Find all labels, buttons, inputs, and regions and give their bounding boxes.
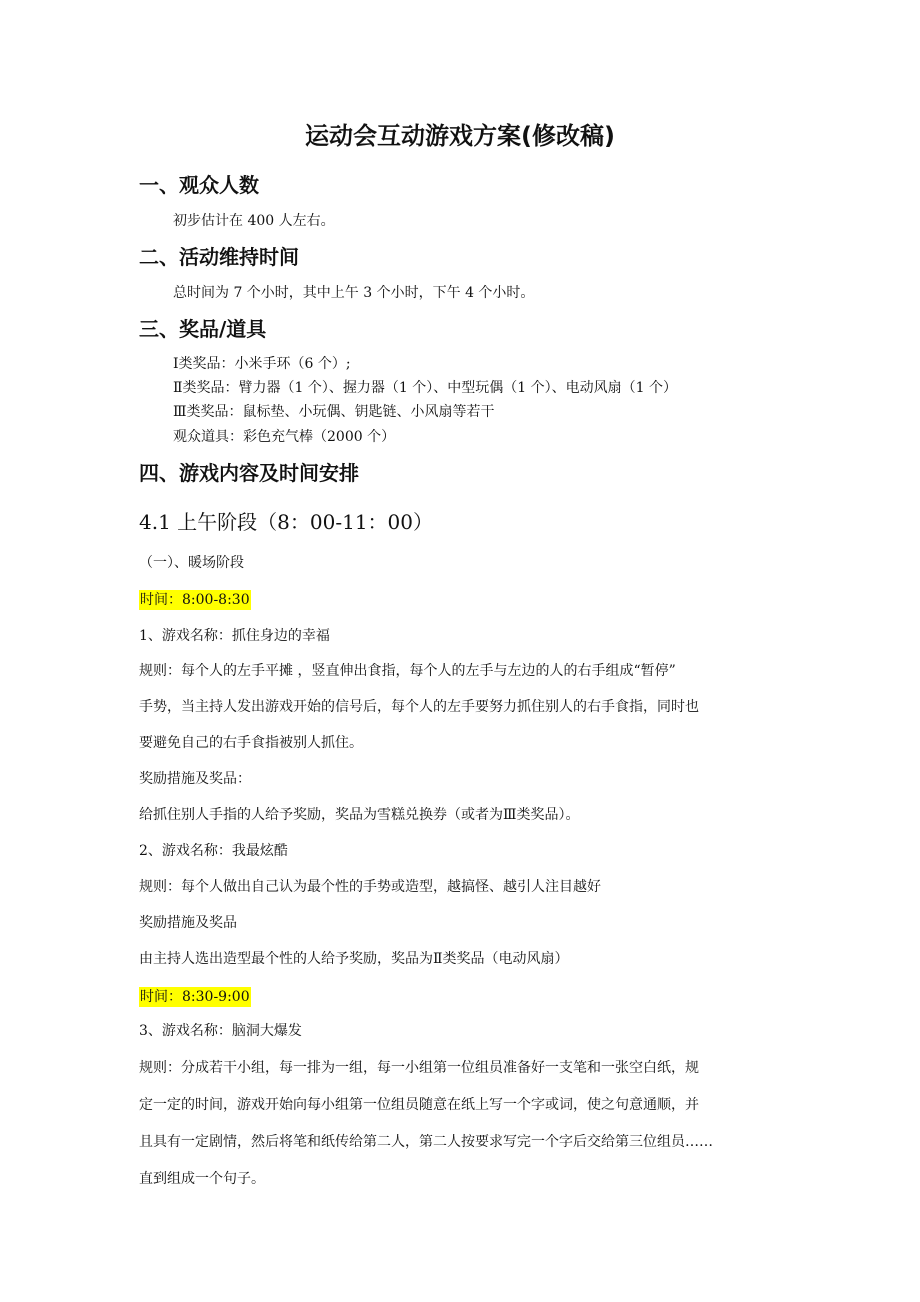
game-2-reward: 由主持人选出造型最个性的人给予奖励，奖品为Ⅱ类奖品（电动风扇） (139, 951, 569, 967)
subheading-morning: 4.1 上午阶段（8：00-11：00） (139, 510, 433, 534)
time-slot-2 (139, 985, 251, 1009)
game-3-rules-line: 定一定的时间，游戏开始向每小组第一位组员随意在纸上写一个字或词，使之句意通顺，并 (139, 1097, 699, 1113)
game-1-name: 1、游戏名称：抓住身边的幸福 (139, 628, 330, 644)
game-3-name: 3、游戏名称：脑洞大爆发 (139, 1023, 302, 1039)
prize-item: 观众道具：彩色充气棒（2000 个） (173, 429, 396, 445)
prize-item: Ⅰ类奖品：小米手环（6 个）; (173, 356, 351, 372)
game-2-reward-label: 奖励措施及奖品 (139, 915, 237, 931)
audience-text: 初步估计在 400 人左右。 (173, 213, 335, 229)
prize-item: Ⅲ类奖品：鼠标垫、小玩偶、钥匙链、小风扇等若干 (173, 404, 495, 420)
time-slot-1 (139, 588, 251, 612)
prize-item: Ⅱ类奖品：臂力器（1 个）、握力器（1 个）、中型玩偶（1 个）、电动风扇（1 个） (173, 380, 677, 396)
game-1-rules-line: 规则：每个人的左手平摊 ，竖直伸出食指，每个人的左手与左边的人的右手组成“暂停” (139, 663, 676, 679)
duration-text: 总时间为 7 个小时，其中上午 3 个小时，下午 4 个小时。 (173, 285, 535, 301)
game-3-rules-line: 规则：分成若干小组，每一排为一组，每一小组第一位组员准备好一支笔和一张空白纸，规 (139, 1060, 699, 1076)
page-title: 运动会互动游戏方案(修改稿) (305, 122, 615, 150)
game-3-rules-line: 直到组成一个句子。 (139, 1171, 265, 1187)
game-2-rules: 规则：每个人做出自己认为最个性的手势或造型，越搞怪、越引人注目越好 (139, 879, 601, 895)
game-2-name: 2、游戏名称：我最炫酷 (139, 843, 288, 859)
section-heading-schedule: 四、游戏内容及时间安排 (139, 461, 359, 485)
game-1-reward: 给抓住别人手指的人给予奖励，奖品为雪糕兑换券（或者为Ⅲ类奖品）。 (139, 807, 580, 823)
game-1-rules-line: 手势，当主持人发出游戏开始的信号后，每个人的左手要努力抓住别人的右手食指，同时也 (139, 699, 699, 715)
section-heading-audience: 一、观众人数 (139, 173, 259, 197)
game-3-rules-line: 且具有一定剧情，然后将笔和纸传给第二人，第二人按要求写完一个字后交给第三位组员…… (139, 1134, 713, 1150)
game-1-rules-line: 要避免自己的右手食指被别人抓住。 (139, 735, 363, 751)
highlighted-time: 时间：8:00-8:30 (140, 592, 250, 608)
game-1-reward-label: 奖励措施及奖品： (139, 771, 251, 787)
section-heading-prizes: 三、奖品/道具 (139, 317, 267, 341)
section-heading-duration: 二、活动维持时间 (139, 245, 299, 269)
phase-label: （一）、暖场阶段 (139, 555, 244, 571)
highlighted-time: 时间：8:30-9:00 (140, 989, 250, 1005)
